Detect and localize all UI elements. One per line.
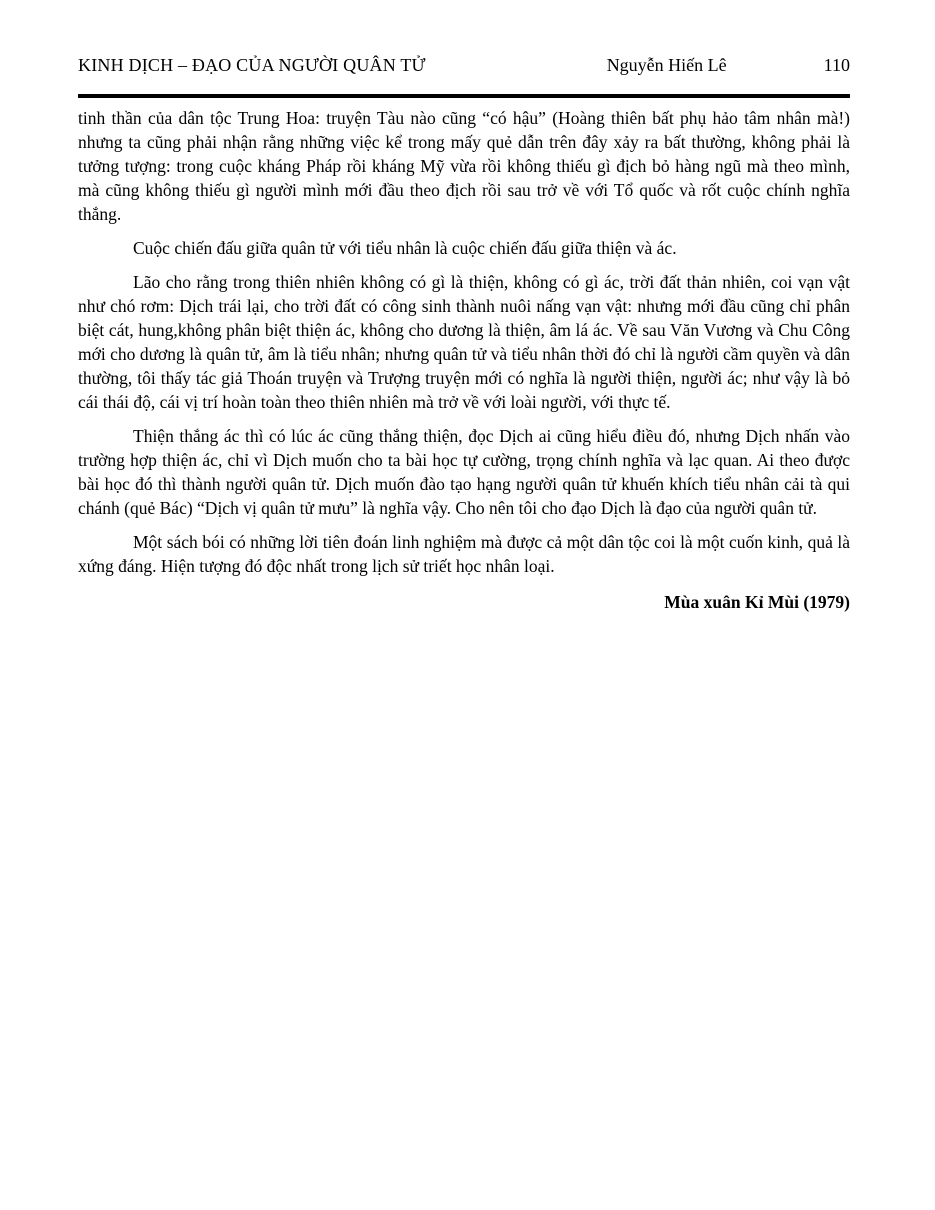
paragraph: Một sách bói có những lời tiên đoán linh nghiệm mà được cả một dân tộc coi là một cuốn kinh, quả là xứng đáng. Hiện tượng đó độc nhất trong lịch sử triết học nhân loại. [78, 532, 850, 576]
page-number: 110 [823, 55, 850, 75]
header-divider [78, 94, 850, 98]
paragraph: Thiện thắng ác thì có lúc ác cũng thắng thiện, đọc Dịch ai cũng hiểu điều đó, nhưng Dịch nhấn vào trường hợp thiện ác, chỉ vì Dịch muốn cho ta bài học tự cường, trọng chính nghĩa và lạc quan. Ai theo được bài học đó thì thành người quân tử. Dịch muốn đào tạo hạng người quân tử khuến khích tiểu nhân cải tà qui chánh (quẻ Bác) “Dịch vị quân tử mưu” là nghĩa vậy. Cho nên tôi cho đạo Dịch là đạo của người quân tử. [78, 426, 850, 518]
body-text [78, 106, 850, 578]
page-content [78, 52, 850, 614]
author-name: Nguyễn Hiến Lê [606, 55, 727, 75]
signature-line: Mùa xuân Kỉ Mùi (1979) [664, 592, 850, 612]
book-title: KINH DỊCH – ĐẠO CỦA NGƯỜI QUÂN TỬ [78, 55, 426, 75]
page-header [78, 52, 850, 78]
paragraph: Lão cho rằng trong thiên nhiên không có gì là thiện, không có gì ác, trời đất thản nhiên, coi vạn vật như chó rơm: Dịch trái lại, cho trời đất có công sinh thành nuôi nấng vạn vật: nhưng mới đầu cũng chỉ phân biệt cát, hung,không phân biệt thiện ác, không cho dương là thiện, âm lá ác. Về sau Văn Vương và Chu Công mới cho dương là quân tử, âm là tiểu nhân; nhưng quân tử và tiểu nhân thời đó chỉ là người cầm quyền và dân thường, tôi thấy tác giả Thoán truyện và Trượng truyện mới có nghĩa là người thiện, người ác; như vậy là bỏ cái thái độ, cái vị trí hoàn toàn theo thiên nhiên mà trở về với loài người, với thực tế. [78, 272, 850, 412]
paragraph: Cuộc chiến đấu giữa quân tử với tiểu nhân là cuộc chiến đấu giữa thiện và ác. [133, 238, 677, 258]
paragraph: tinh thần của dân tộc Trung Hoa: truyện Tàu nào cũng “có hậu” (Hoàng thiên bất phụ hảo tâm nhân mà!) nhưng ta cũng phải nhận rằng những việc kể trong mấy quẻ dẫn trên đây xảy ra bất thường, không phải là tưởng tượng: trong cuộc kháng Pháp rồi kháng Mỹ vừa rồi không thiếu gì địch bỏ hàng ngũ mà theo mình, mà cũng không thiếu gì người mình mới đầu theo địch rồi sau trở về với Tổ quốc và rốt cuộc chính nghĩa thắng. [78, 108, 850, 224]
